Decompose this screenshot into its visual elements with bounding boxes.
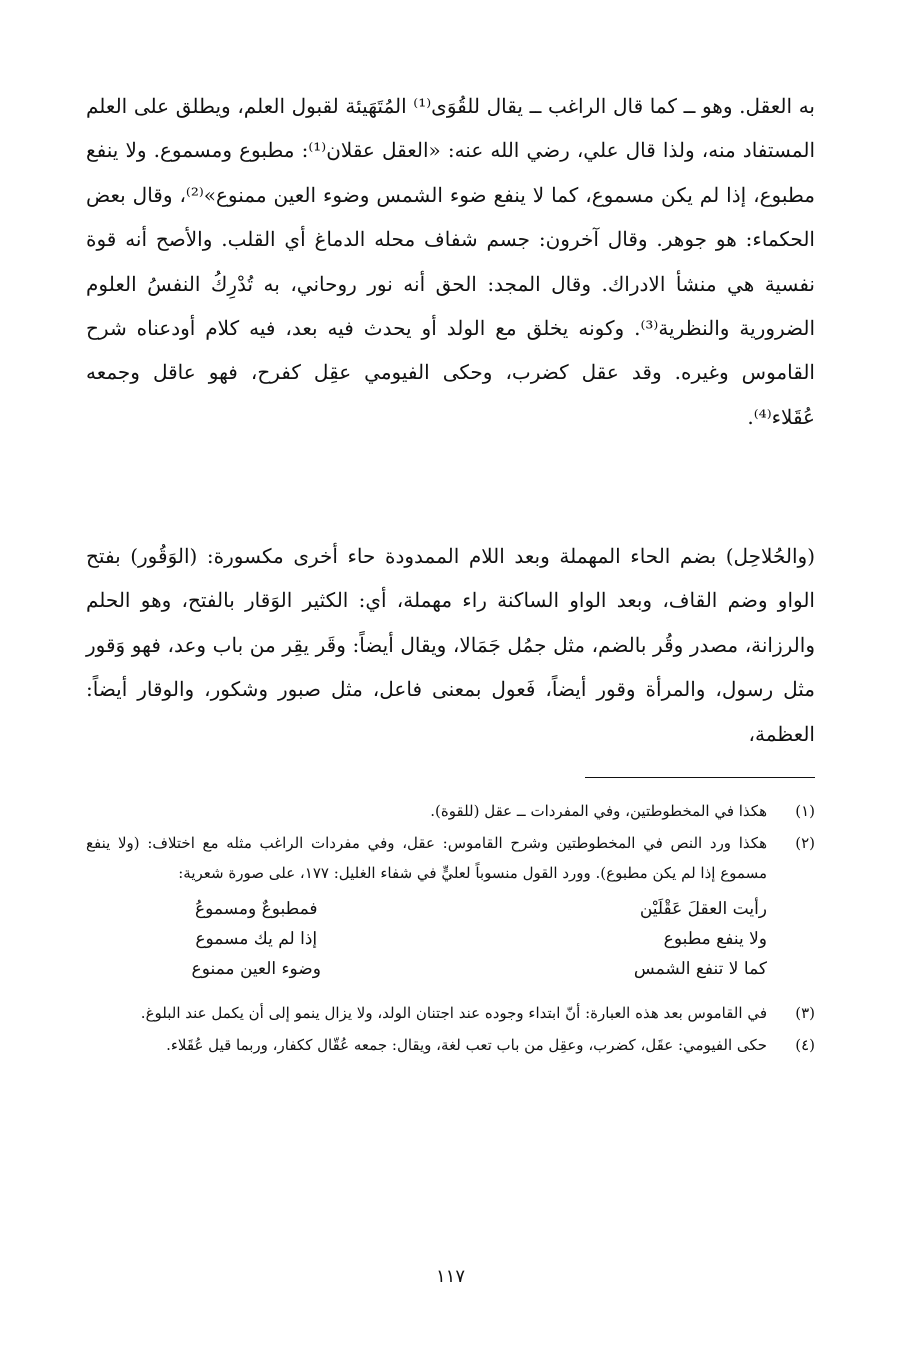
footnote-text: هكذا ورد النص في المخطوطتين وشرح القاموس: عقل، وفي مفردات الراغب مثله مع اختلاف: (ولا ينفع مسموع إذا لم يكن مطبوع). وورد القول منسوباً لعليٍّ في شفاء الغليل: ١٧٧، على صورة شعرية:	[86, 834, 767, 882]
footnote-3	[86, 998, 815, 1028]
footnote-1	[86, 796, 815, 826]
poem-first-hemistich: رأيت العقلَ عَقْلَيْن	[639, 899, 767, 919]
poem-verses	[86, 894, 815, 984]
footnote-number: (٣)	[795, 1004, 815, 1022]
poem-second-hemistich: وضوء العين ممنوع	[191, 959, 321, 979]
poem-first-hemistich: كما لا تنفع الشمس	[633, 959, 767, 979]
main-paragraph-2	[86, 534, 815, 756]
poem-second-hemistich: إذا لم يك مسموع	[195, 929, 318, 949]
footnote-text: حكى الفيومي: عقَل، كضرب، وعقِل من باب تعب لغة، ويقال: جمعه عُقّال ككفار، وربما قيل عُقَلاء.	[166, 1036, 767, 1054]
footnote-number: (٢)	[795, 834, 815, 852]
poem-line	[86, 924, 767, 954]
poem-second-hemistich: فمطبوعٌ ومسموعُ	[194, 899, 318, 919]
footnote-number: (١)	[795, 802, 815, 820]
footnote-text: هكذا في المخطوطتين، وفي المفردات ــ عقل (للقوة).	[430, 802, 767, 820]
poem-line	[86, 894, 767, 924]
footnote-number: (٤)	[795, 1036, 815, 1054]
paragraph-text: به العقل. وهو ــ كما قال الراغب ــ يقال للقُوَى⁽¹⁾ المُتَهَيئة لقبول العلم، ويطلق على العلم المستفاد منه، ولذا قال علي، رضي الله عنه: «العقل عقلان⁽¹⁾: مطبوع ومسموع. ولا ينفع مطبوع، إذا لم يكن مسموع، كما لا ينفع ضوء الشمس وضوء العين ممنوع»⁽²⁾، وقال بعض الحكماء: هو جوهر. وقال آخرون: جسم شفاف محله الدماغ أي القلب. والأصح أنه قوة نفسية هي منشأ الادراك. وقال المجد: الحق أنه نور روحاني، به تُدْرِكُ النفسُ العلوم الضرورية والنظرية⁽³⁾. وكونه يخلق مع الولد أو يحدث فيه بعد، فيه كلام أودعناه شرح القاموس وغيره. وقد عقل كضرب، وحكى الفيومي عقِل كفرح، فهو عاقل وجمعه عُقَلاء⁽⁴⁾.	[86, 94, 816, 429]
page-number: ١١٧	[435, 1266, 465, 1287]
footnote-separator	[585, 777, 815, 778]
footnote-4	[86, 1030, 815, 1060]
poem-first-hemistich: ولا ينفع مطبوع	[663, 929, 767, 949]
footnote-text: في القاموس بعد هذه العبارة: أنّ ابتداء وجوده عند اجتنان الولد، ولا يزال ينمو إلى أن يكمل عند البلوغ.	[140, 1004, 767, 1022]
poem-line	[86, 954, 767, 984]
footnotes	[86, 796, 815, 1060]
paragraph-text: (والحُلاحِل) بضم الحاء المهملة وبعد اللام الممدودة حاء أخرى مكسورة: (الوَقُور) بفتح الواو وضم القاف، وبعد الواو الساكنة راء مهملة، أي: الكثير الوَقار بالفتح، وهو الحلم والرزانة، مصدر وقُر بالضم، مثل جمُل جَمَالا، ويقال أيضاً: وقَر يقِر من باب وعد، فهو وَقور مثل رسول، والمرأة وقور أيضاً، فَعول بمعنى فاعل، مثل صبور وشكور، والوقار أيضاً: العظمة،	[86, 544, 815, 746]
main-paragraph-1	[86, 84, 815, 439]
footnote-2	[86, 828, 815, 888]
